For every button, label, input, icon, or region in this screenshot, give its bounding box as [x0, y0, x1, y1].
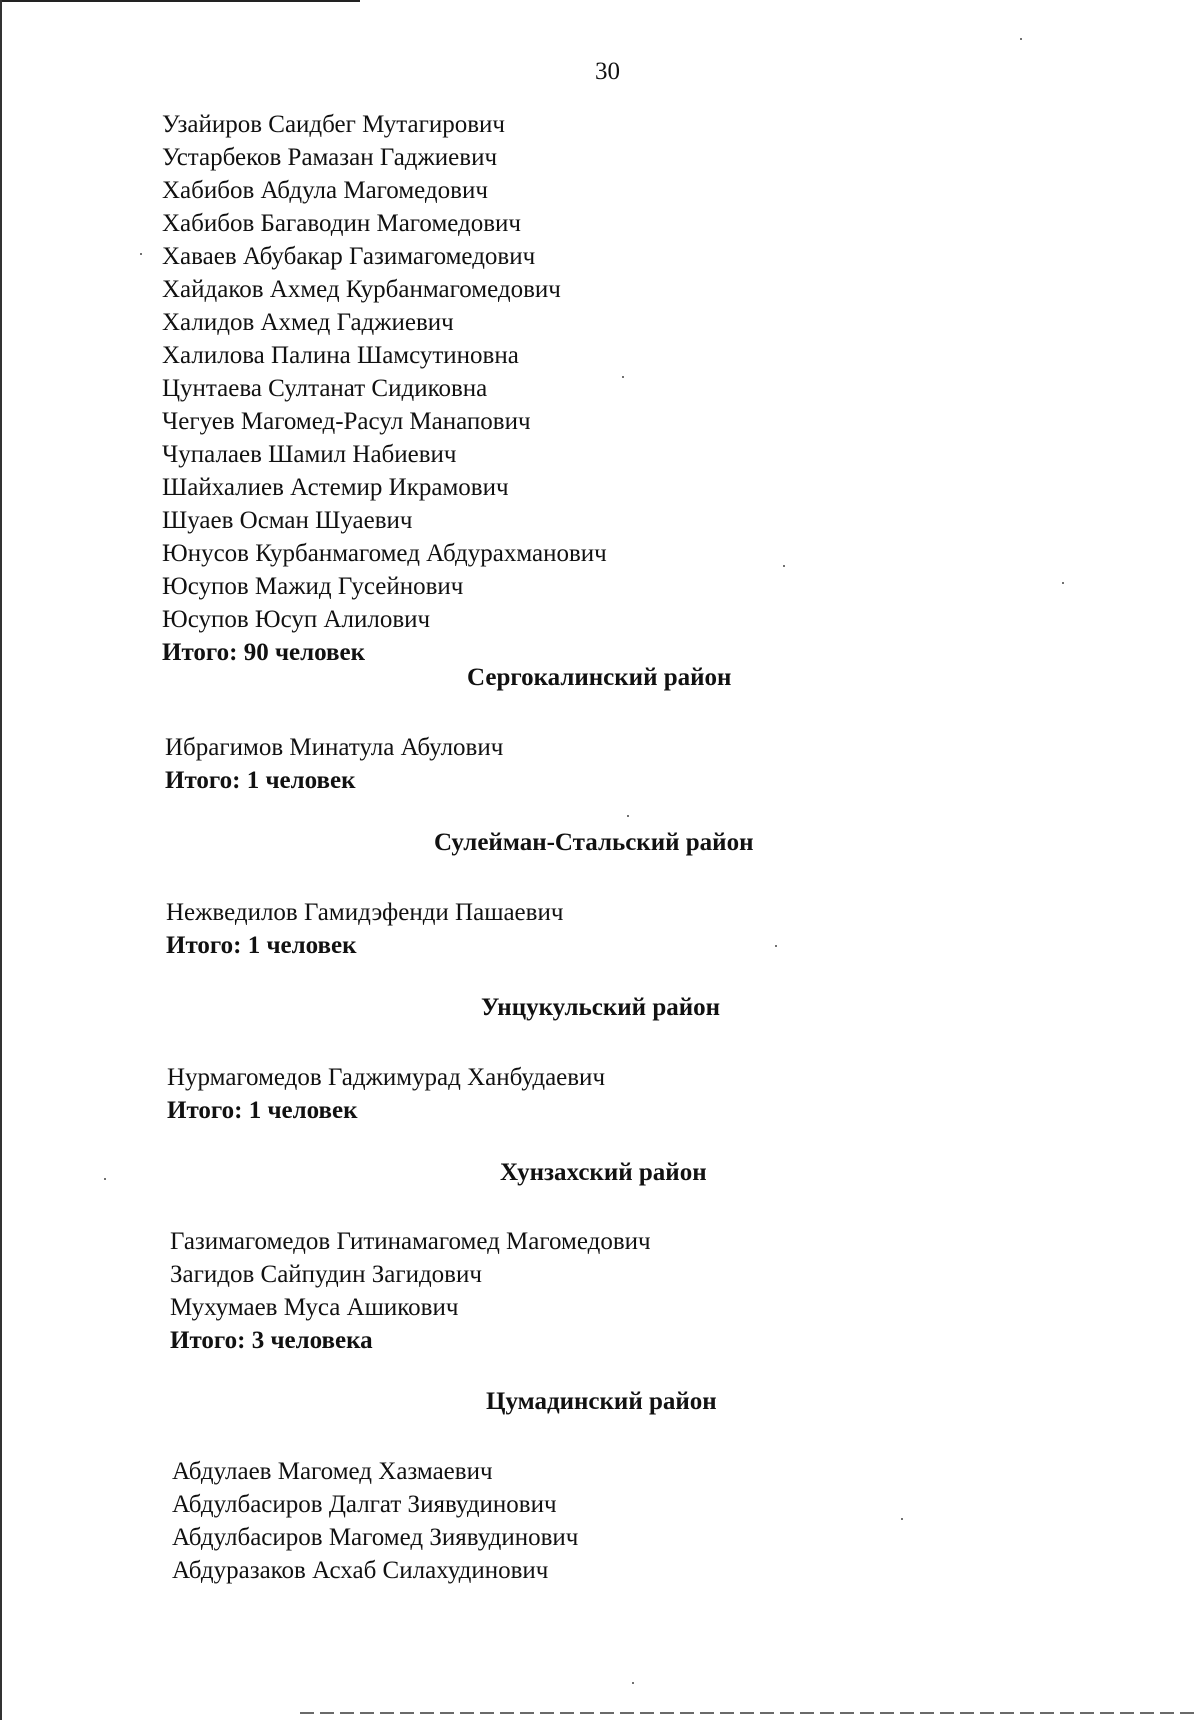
- person-name: Хабибов Багаводин Магомедович: [162, 210, 522, 237]
- person-name: Газимагомедов Гитинамагомед Магомедович: [170, 1228, 651, 1255]
- district-heading: Хунзахский район: [500, 1159, 707, 1186]
- person-name: Хайдаков Ахмед Курбанмагомедович: [162, 276, 561, 303]
- person-name: Хабибов Абдула Магомедович: [162, 177, 488, 204]
- person-name: Шуаев Осман Шуаевич: [162, 507, 413, 534]
- scan-speck: [622, 376, 624, 378]
- person-name: Хаваев Абубакар Газимагомедович: [162, 243, 536, 270]
- scan-edge-top: [0, 0, 360, 2]
- person-name: Абдуразаков Асхаб Силахудинович: [172, 1557, 549, 1584]
- scan-speck: [627, 815, 629, 817]
- district-heading: Сергокалинский район: [467, 664, 732, 691]
- scan-speck: [140, 253, 142, 255]
- page-number: 30: [595, 58, 620, 85]
- district-name-list: [170, 1225, 651, 1357]
- district-name-list: [172, 1455, 578, 1587]
- district-name-list: [167, 1061, 605, 1127]
- district-total: Итого: 1 человек: [166, 932, 357, 959]
- person-name: Узайиров Саидбег Мутагирович: [162, 111, 505, 138]
- person-name: Абдулаев Магомед Хазмаевич: [172, 1458, 493, 1485]
- person-name: Чегуев Магомед-Расул Манапович: [162, 408, 531, 435]
- scan-speck: [901, 1518, 903, 1520]
- scan-speck: [783, 565, 785, 567]
- district-heading: Сулейман-Стальский район: [434, 829, 754, 856]
- district-heading: Цумадинский район: [486, 1388, 717, 1415]
- district-total: Итого: 1 человек: [165, 767, 356, 794]
- person-name: Нежведилов Гамидэфенди Пашаевич: [166, 899, 564, 926]
- person-name: Цунтаева Султанат Сидиковна: [162, 375, 488, 402]
- person-name: Юсупов Мажид Гусейнович: [162, 573, 464, 600]
- person-name: Шайхалиев Астемир Икрамович: [162, 474, 509, 501]
- person-name: Нурмагомедов Гаджимурад Ханбудаевич: [167, 1064, 606, 1091]
- person-name: Мухумаев Муса Ашикович: [170, 1294, 459, 1321]
- scan-speck: [632, 1682, 634, 1684]
- person-name: Устарбеков Рамазан Гаджиевич: [162, 144, 498, 171]
- scan-speck: [775, 945, 777, 947]
- district-total: Итого: 1 человек: [167, 1097, 358, 1124]
- scan-speck: [1020, 38, 1022, 40]
- scan-speck: [104, 1178, 106, 1180]
- district-total: Итого: 90 человек: [162, 639, 366, 666]
- scan-edge-left: [0, 0, 2, 1720]
- person-name: Ибрагимов Минатула Абулович: [165, 734, 504, 761]
- person-name: Абдулбасиров Далгат Зиявудинович: [172, 1491, 557, 1518]
- person-name: Юнусов Курбанмагомед Абдурахманович: [162, 540, 607, 567]
- continued-name-list: [162, 108, 607, 669]
- district-name-list: [166, 896, 563, 962]
- district-total: Итого: 3 человека: [170, 1327, 373, 1354]
- person-name: Халидов Ахмед Гаджиевич: [162, 309, 454, 336]
- district-name-list: [165, 731, 503, 797]
- person-name: Абдулбасиров Магомед Зиявудинович: [172, 1524, 579, 1551]
- person-name: Юсупов Юсуп Алилович: [162, 606, 431, 633]
- person-name: Чупалаев Шамил Набиевич: [162, 441, 457, 468]
- person-name: Халилова Палина Шамсутиновна: [162, 342, 519, 369]
- scan-edge-bottom: [300, 1712, 1200, 1714]
- district-heading: Унцукульский район: [481, 994, 721, 1021]
- person-name: Загидов Сайпудин Загидович: [170, 1261, 482, 1288]
- scan-speck: [1062, 582, 1064, 584]
